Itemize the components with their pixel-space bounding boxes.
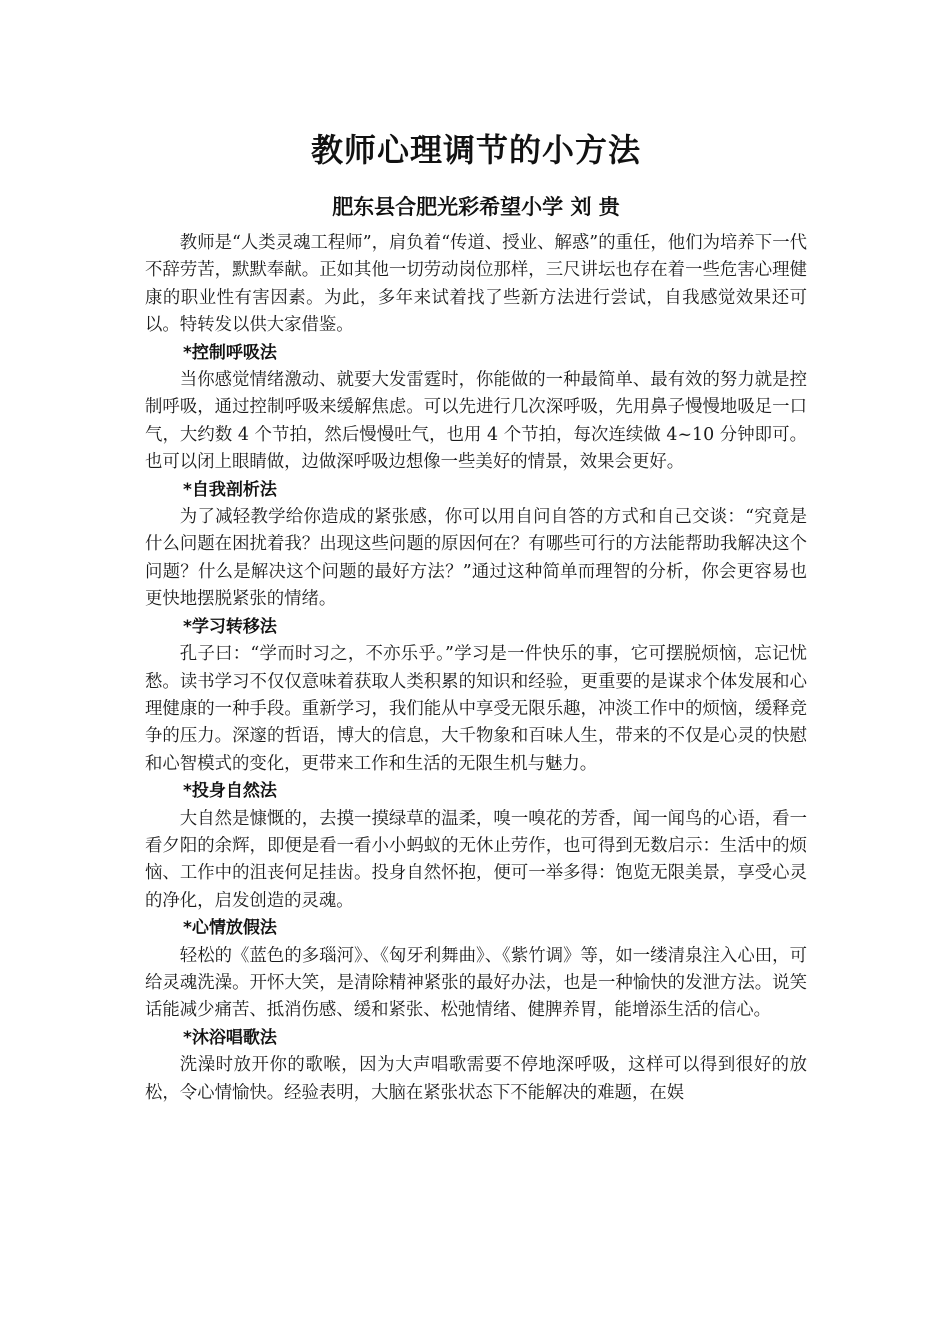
section-heading-breathing: *控制呼吸法	[183, 342, 277, 363]
section-body-nature: 大自然是慷慨的，去摸一摸绿草的温柔，嗅一嗅花的芳香，闻一闻鸟的心语，看一看夕阳的余辉，即便是看一看小小蚂蚁的无休止劳作，也可得到无数启示：生活中的烦恼、工作中的沮丧何足挂齿。投身自然怀抱，便可一举多得：饱览无限美景，享受心灵的净化，启发创造的灵魂。	[145, 808, 807, 911]
section-body-learning: 孔子曰：“学而时习之，不亦乐乎。”学习是一件快乐的事，它可摆脱烦恼，忘记忧愁。读书学习不仅仅意味着获取人类积累的知识和经验，更重要的是谋求个体发展和心理健康的一种手段。重新学习，我们能从中享受无限乐趣，冲淡工作中的烦恼，缓释竞争的压力。深邃的哲语，博大的信息，大千物象和百味人生，带来的不仅是心灵的快慰和心智模式的变化，更带来工作和生活的无限生机与魅力。	[145, 644, 807, 774]
intro-paragraph: 教师是“人类灵魂工程师”，肩负着“传道、授业、解惑”的重任，他们为培养下一代不辞劳苦，默默奉献。正如其他一切劳动岗位那样，三尺讲坛也存在着一些危害心理健康的职业性有害因素。为此，多年来试着找了些新方法进行尝试，自我感觉效果还可以。特转发以供大家借鉴。	[145, 233, 807, 336]
section-body-bath-singing: 洗澡时放开你的歌喉，因为大声唱歌需要不停地深呼吸，这样可以得到很好的放松，令心情愉快。经验表明，大脑在紧张状态下不能解决的难题，在娱	[145, 1055, 807, 1103]
section-body-self-analysis: 为了减轻教学给你造成的紧张感，你可以用自问自答的方式和自己交谈：“究竟是什么问题在困扰着我？出现这些问题的原因何在？有哪些可行的方法能帮助我解决这个问题？什么是解决这个问题的最好方法？”通过这种简单而理智的分析，你会更容易也更快地摆脱紧张的情绪。	[145, 507, 807, 610]
section-heading-self-analysis: *自我剖析法	[183, 479, 277, 500]
section-body-mood-holiday: 轻松的《蓝色的多瑙河》、《匈牙利舞曲》、《紫竹调》等，如一缕清泉注入心田，可给灵魂洗澡。开怀大笑，是清除精神紧张的最好办法，也是一种愉快的发泄方法。说笑话能减少痛苦、抵消伤感、缓和紧张、松弛情绪、健脾养胃，能增添生活的信心。	[145, 945, 807, 1021]
section-heading-nature: *投身自然法	[183, 781, 277, 802]
document-title: 教师心理调节的小方法	[310, 131, 641, 169]
section-body-breathing: 当你感觉情绪激动、就要大发雷霆时，你能做的一种最简单、最有效的努力就是控制呼吸，通过控制呼吸来缓解焦虑。可以先进行几次深呼吸，先用鼻子慢慢地吸足一口气，大约数 4 个节拍，然后慢慢吐气，也用 4 个节拍，每次连续做 4~10 分钟即可。也可以闭上眼睛做，边做深呼吸边想像一些美好的情景，效果会更好。	[145, 370, 807, 473]
document-content	[145, 128, 807, 1107]
section-heading-bath-singing: *沐浴唱歌法	[183, 1027, 277, 1048]
author-byline: 肥东县合肥光彩希望小学 刘 贵	[332, 194, 620, 219]
section-heading-learning: *学习转移法	[183, 616, 277, 637]
section-heading-mood-holiday: *心情放假法	[183, 918, 277, 939]
